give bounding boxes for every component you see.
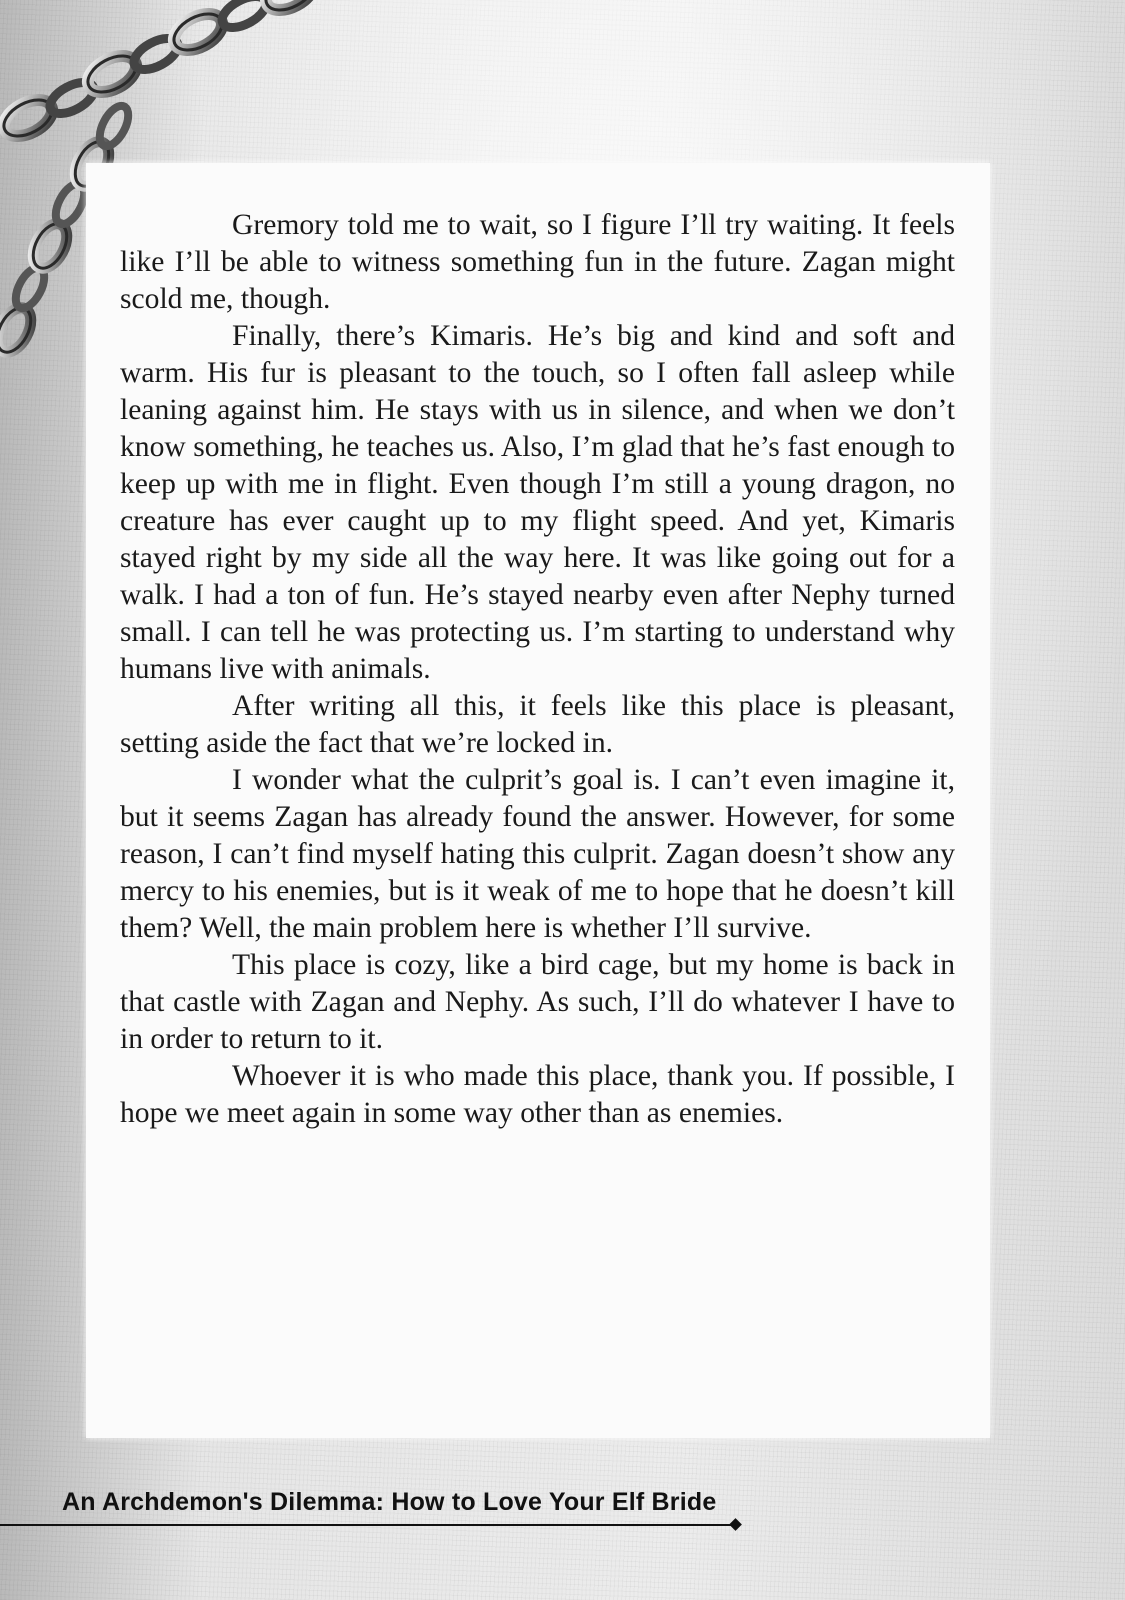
diamond-icon <box>729 1518 742 1531</box>
story-text <box>120 207 955 1132</box>
paragraph: This place is cozy, like a bird cage, but my home is back in that castle with Zagan and Nephy. As such, I’ll do whatever I have to in order to return to it. <box>120 949 955 1055</box>
paragraph: After writing all this, it feels like this place is pleasant, setting aside the fact that we’re locked in. <box>120 690 955 759</box>
paragraph: Whoever it is who made this place, thank you. If possible, I hope we meet again in some way other than as enemies. <box>120 1060 955 1129</box>
paragraph: Finally, there’s Kimaris. He’s big and kind and soft and warm. His fur is pleasant to the touch, so I often fall asleep while leaning against him. He stays with us in silence, and when we don’t know something, he teaches us. Also, I’m glad that he’s fast enough to keep up with me in flight. Even though I’m still a young dragon, no creature has ever caught up to my flight speed. And yet, Kimaris stayed right by my side all the way here. It was like going out for a walk. I had a ton of fun. He’s stayed nearby even after Nephy turned small. I can tell he was protecting us. I’m starting to understand why humans live with animals. <box>120 320 955 685</box>
running-footer <box>0 1488 750 1534</box>
book-title: An Archdemon's Dilemma: How to Love Your Elf Bride <box>62 1488 717 1516</box>
paragraph: I wonder what the culprit’s goal is. I can’t even imagine it, but it seems Zagan has already found the answer. However, for some reason, I can’t find myself hating this culprit. Zagan doesn’t show any mercy to his enemies, but is it weak of me to hope that he doesn’t kill them? Well, the main problem here is whether I’ll survive. <box>120 764 955 944</box>
footer-rule <box>0 1524 736 1526</box>
paragraph: Gremory told me to wait, so I figure I’ll try waiting. It feels like I’ll be able to witness something fun in the future. Zagan might scold me, though. <box>120 209 955 315</box>
